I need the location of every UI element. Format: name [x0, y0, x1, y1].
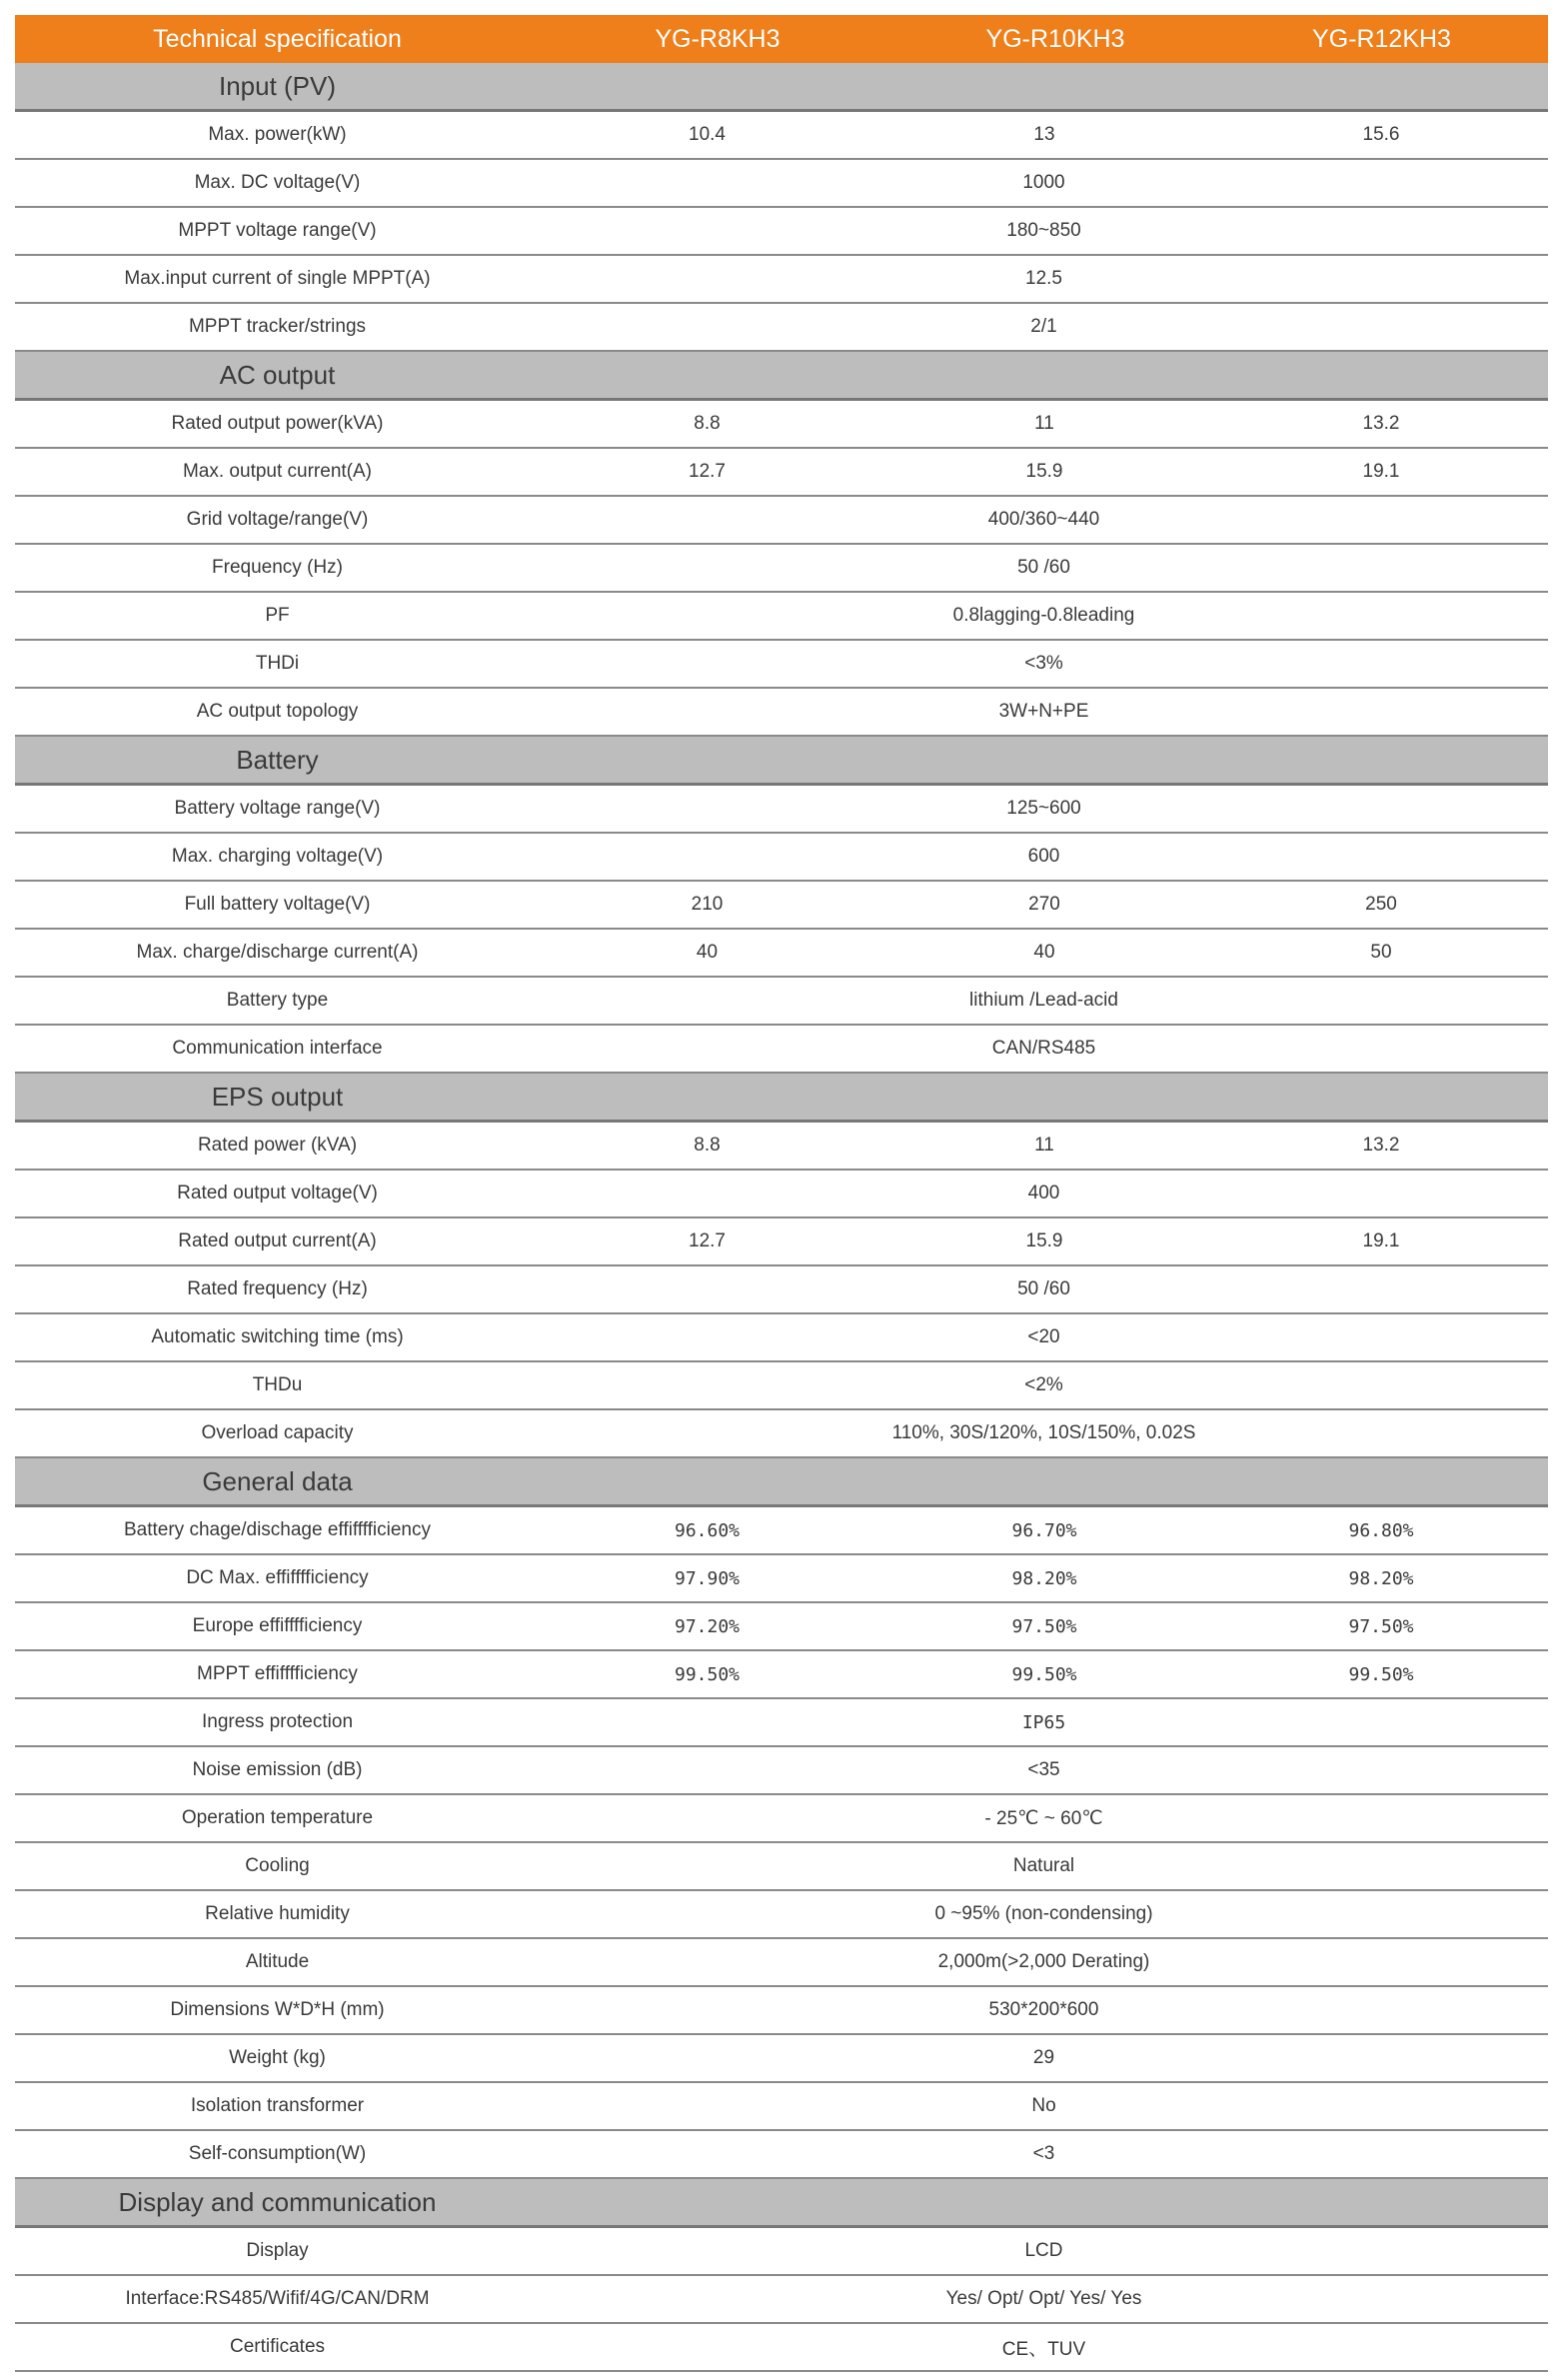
- section-title: EPS output: [211, 1081, 344, 1112]
- spec-table: [15, 15, 1548, 2372]
- row-value-shared: CE、TUV: [1001, 2338, 1086, 2360]
- section-header: [15, 2179, 1548, 2228]
- row-value-shared: 2,000m(>2,000 Derating): [937, 1951, 1150, 1972]
- table-row: [15, 1795, 1548, 1843]
- row-label: PF: [265, 605, 290, 626]
- section-title: Battery: [236, 744, 319, 775]
- table-row: [15, 2324, 1548, 2372]
- section-title: General data: [202, 1465, 353, 1496]
- table-row: [15, 930, 1548, 978]
- row-value-model-3: 13.2: [1362, 413, 1400, 434]
- row-label: Dimensions W*D*H (mm): [170, 1999, 385, 2020]
- section-header: [15, 737, 1548, 786]
- row-label: DC Max. effifffficiency: [186, 1567, 369, 1588]
- row-value-model-3: 96.80%: [1348, 1519, 1414, 1541]
- row-value-shared: lithium /Lead-acid: [969, 990, 1118, 1011]
- table-row: [15, 256, 1548, 304]
- row-value-shared: 50 /60: [1017, 557, 1070, 578]
- row-value-shared: 600: [1027, 846, 1060, 867]
- row-value-model-2: 15.9: [1025, 461, 1063, 482]
- row-label: Noise emission (dB): [192, 1759, 363, 1780]
- row-value-model-1: 8.8: [694, 1135, 721, 1156]
- row-value-model-3: 50: [1370, 942, 1392, 963]
- table-row: [15, 2083, 1548, 2131]
- row-value-shared: 180~850: [1006, 220, 1081, 241]
- row-value-shared: No: [1031, 2095, 1056, 2116]
- row-label: Rated power (kVA): [197, 1135, 358, 1156]
- table-row: [15, 641, 1548, 689]
- row-label: Rated frequency (Hz): [187, 1278, 368, 1299]
- table-row: [15, 1266, 1548, 1314]
- row-label: Interface:RS485/Wifif/4G/CAN/DRM: [125, 2288, 430, 2309]
- row-label: Relative humidity: [205, 1903, 350, 1924]
- row-label: Max. charge/discharge current(A): [136, 942, 419, 963]
- section-title: Display and communication: [118, 2186, 437, 2217]
- row-value-shared: - 25℃ ~ 60℃: [984, 1807, 1103, 1829]
- table-row: [15, 1362, 1548, 1410]
- row-value-shared: 1000: [1022, 172, 1065, 193]
- table-row: [15, 1123, 1548, 1171]
- row-values: [540, 1520, 1548, 1541]
- row-label: Rated output voltage(V): [177, 1183, 378, 1203]
- table-row: [15, 1218, 1548, 1266]
- table-row: [15, 1314, 1548, 1362]
- table-row: [15, 208, 1548, 256]
- row-value-shared: 29: [1032, 2047, 1055, 2068]
- row-value-model-1: 97.90%: [674, 1567, 741, 1589]
- row-label: Max. power(kW): [208, 124, 347, 145]
- row-value-model-2: 11: [1034, 413, 1054, 434]
- row-label: Grid voltage/range(V): [186, 509, 369, 530]
- row-label: Max.input current of single MPPT(A): [124, 268, 431, 289]
- row-value-shared: 110%, 30S/120%, 10S/150%, 0.02S: [891, 1422, 1196, 1443]
- row-label: Isolation transformer: [190, 2095, 365, 2116]
- row-value-model-3: 250: [1365, 894, 1397, 915]
- header-model-3: YG-R12KH3: [1312, 24, 1451, 53]
- table-body: [15, 63, 1548, 2372]
- table-row: [15, 882, 1548, 930]
- row-values: [540, 1616, 1548, 1637]
- row-label: Max. DC voltage(V): [194, 172, 361, 193]
- row-label: Display: [246, 2240, 309, 2261]
- row-value-shared: 400/360~440: [987, 509, 1100, 530]
- row-value-model-2: 97.50%: [1011, 1615, 1077, 1637]
- row-value-model-1: 40: [696, 942, 719, 963]
- table-row: [15, 304, 1548, 352]
- table-row: [15, 2276, 1548, 2324]
- section-header: [15, 352, 1548, 401]
- row-value-model-1: 97.20%: [674, 1615, 741, 1637]
- section-header: [15, 1074, 1548, 1123]
- table-row: [15, 1603, 1548, 1651]
- table-row: [15, 160, 1548, 208]
- table-header: [15, 15, 1548, 63]
- table-row: [15, 1555, 1548, 1603]
- table-row: [15, 1987, 1548, 2035]
- row-label: Full battery voltage(V): [184, 894, 371, 915]
- row-value-shared: <35: [1027, 1759, 1060, 1780]
- row-label: Battery voltage range(V): [174, 798, 381, 819]
- row-value-model-2: 96.70%: [1011, 1519, 1077, 1541]
- row-value-model-2: 15.9: [1025, 1230, 1063, 1251]
- header-title: Technical specification: [153, 24, 402, 53]
- table-row: [15, 689, 1548, 737]
- row-value-shared: 3W+N+PE: [998, 701, 1089, 722]
- row-value-model-1: 12.7: [689, 1230, 726, 1251]
- row-label: THDi: [255, 653, 300, 674]
- row-label: Weight (kg): [229, 2047, 326, 2068]
- row-label: MPPT tracker/strings: [188, 316, 367, 337]
- header-model-1: YG-R8KH3: [655, 24, 781, 53]
- row-value-shared: 0.8lagging-0.8leading: [952, 605, 1135, 626]
- row-label: Max. output current(A): [182, 461, 373, 482]
- row-value-model-3: 97.50%: [1348, 1615, 1414, 1637]
- row-label: Overload capacity: [201, 1422, 354, 1443]
- row-label: Operation temperature: [181, 1807, 374, 1828]
- row-label: Battery type: [226, 990, 329, 1011]
- row-value-model-2: 270: [1028, 894, 1060, 915]
- table-row: [15, 1171, 1548, 1218]
- header-model-2: YG-R10KH3: [985, 24, 1125, 53]
- table-row: [15, 1891, 1548, 1939]
- row-value-model-1: 210: [691, 894, 724, 915]
- row-value-model-3: 98.20%: [1348, 1567, 1414, 1589]
- row-value-shared: 530*200*600: [988, 1999, 1099, 2020]
- row-value-model-3: 19.1: [1362, 461, 1400, 482]
- row-label: Communication interface: [172, 1038, 383, 1059]
- table-row: [15, 2035, 1548, 2083]
- row-value-model-2: 11: [1034, 1135, 1054, 1156]
- table-row: [15, 1507, 1548, 1555]
- row-label: MPPT effifffficiency: [197, 1663, 358, 1684]
- row-values: [540, 124, 1548, 146]
- section-title: AC output: [219, 359, 336, 390]
- row-values: [540, 894, 1548, 916]
- table-row: [15, 497, 1548, 545]
- table-row: [15, 1410, 1548, 1458]
- row-value-shared: 0 ~95% (non-condensing): [934, 1903, 1153, 1924]
- row-values: [540, 1664, 1548, 1685]
- row-value-shared: 50 /60: [1017, 1278, 1070, 1299]
- row-label: Frequency (Hz): [212, 557, 343, 578]
- row-values: [540, 461, 1548, 483]
- table-row: [15, 2131, 1548, 2179]
- row-value-model-3: 13.2: [1362, 1135, 1400, 1156]
- table-row: [15, 786, 1548, 834]
- row-value-shared: CAN/RS485: [991, 1038, 1096, 1059]
- table-row: [15, 1699, 1548, 1747]
- section-header: [15, 1458, 1548, 1507]
- section-title: Input (PV): [218, 70, 337, 101]
- row-values: [540, 1135, 1548, 1157]
- row-value-model-1: 10.4: [689, 124, 726, 145]
- table-row: [15, 2228, 1548, 2276]
- row-values: [540, 413, 1548, 435]
- row-value-model-2: 98.20%: [1011, 1567, 1077, 1589]
- row-values: [540, 942, 1548, 964]
- row-value-model-3: 99.50%: [1348, 1663, 1414, 1685]
- table-row: [15, 1843, 1548, 1891]
- row-label: Rated output current(A): [178, 1230, 377, 1251]
- row-value-model-2: 99.50%: [1011, 1663, 1077, 1685]
- row-value-shared: <3%: [1024, 653, 1063, 674]
- row-label: THDu: [252, 1374, 303, 1395]
- row-value-shared: <2%: [1024, 1374, 1063, 1395]
- row-label: Certificates: [229, 2336, 326, 2357]
- row-value-shared: <3: [1032, 2143, 1055, 2164]
- table-row: [15, 834, 1548, 882]
- table-row: [15, 1939, 1548, 1987]
- row-value-model-3: 19.1: [1362, 1230, 1400, 1251]
- row-label: AC output topology: [196, 701, 359, 722]
- row-value-shared: 400: [1027, 1183, 1060, 1203]
- table-row: [15, 449, 1548, 497]
- row-value-shared: Natural: [1012, 1855, 1075, 1876]
- table-row: [15, 1651, 1548, 1699]
- row-value-shared: Yes/ Opt/ Opt/ Yes/ Yes: [945, 2288, 1142, 2309]
- row-label: Europe effifffficiency: [192, 1615, 363, 1636]
- row-label: Cooling: [245, 1855, 310, 1876]
- row-value-shared: 12.5: [1025, 268, 1062, 289]
- row-label: Altitude: [245, 1951, 310, 1972]
- table-row: [15, 401, 1548, 449]
- row-value-model-1: 96.60%: [674, 1519, 741, 1541]
- row-value-shared: IP65: [1021, 1711, 1066, 1733]
- table-row: [15, 1026, 1548, 1074]
- row-value-model-2: 40: [1033, 942, 1055, 963]
- table-row: [15, 978, 1548, 1026]
- row-label: Rated output power(kVA): [171, 413, 384, 434]
- table-row: [15, 112, 1548, 160]
- row-value-model-3: 15.6: [1362, 124, 1400, 145]
- row-value-shared: <20: [1027, 1326, 1060, 1347]
- row-value-model-1: 12.7: [689, 461, 726, 482]
- row-value-shared: LCD: [1024, 2240, 1063, 2261]
- row-label: Automatic switching time (ms): [151, 1326, 404, 1347]
- section-header: [15, 63, 1548, 112]
- row-values: [540, 1568, 1548, 1589]
- table-row: [15, 1747, 1548, 1795]
- row-label: Ingress protection: [201, 1711, 354, 1732]
- row-label: MPPT voltage range(V): [178, 220, 377, 241]
- row-label: Battery chage/dischage effifffficiency: [123, 1519, 431, 1540]
- table-row: [15, 593, 1548, 641]
- row-value-model-1: 99.50%: [674, 1663, 741, 1685]
- row-label: Self-consumption(W): [188, 2143, 367, 2164]
- row-value-shared: 125~600: [1006, 798, 1081, 819]
- row-value-model-2: 13: [1033, 124, 1055, 145]
- row-label: Max. charging voltage(V): [171, 846, 384, 867]
- row-value-shared: 2/1: [1030, 316, 1057, 337]
- row-value-model-1: 8.8: [694, 413, 721, 434]
- row-values: [540, 1230, 1548, 1252]
- table-row: [15, 545, 1548, 593]
